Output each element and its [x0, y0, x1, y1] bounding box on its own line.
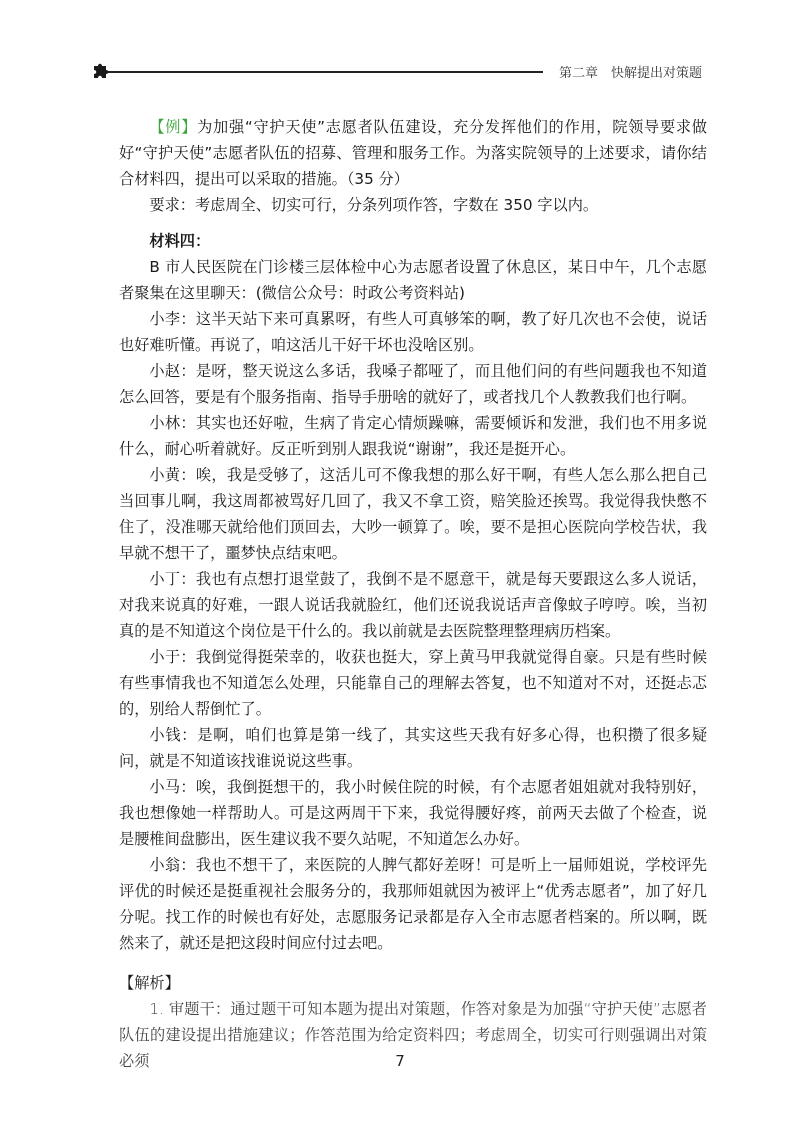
material-intro: B 市人民医院在门诊楼三层体检中心为志愿者设置了休息区，某日中午，几个志愿者聚集在这里聊天：(微信公众号：时政公考资料站) [119, 258, 707, 302]
dialogue-xiaoyu: 小于：我倒觉得挺荣幸的，收获也挺大，穿上黄马甲我就觉得自豪。只是有些时候有些事情我也不知道怎么处理，只能靠自己的理解去答复，也不知道对不对，还挺忐忑的，别给人帮倒忙了。 [119, 648, 707, 718]
dialogue-xiaoweng: 小翁：我也不想干了，来医院的人脾气都好差呀！可是听上一届师姐说，学校评先评优的时候还是挺重视社会服务分的，我那师姐就因为被评上“优秀志愿者”，加了好几分呢。找工作的时候也有好处，志愿服务记录都是存入全市志愿者档案的。所以啊，既然来了，就还是把这段时间应付过去吧。 [119, 856, 707, 952]
analysis-text: 1. 审题干：通过题干可知本题为提出对策题，作答对象是为加强“守护天使”志愿者队伍的建设提出措施建议；作答范围为给定资料四；考虑周全，切实可行则强调出对策必须 [119, 1000, 707, 1070]
dialogue-xiaoding: 小丁：我也有点想打退堂鼓了，我倒不是不愿意干，就是每天要跟这么多人说话，对我来说真的好难，一跟人说话我就脸红，他们还说我说话声音像蚊子哼哼。唉，当初真的是不知道这个岗位是干什么的。我以前就是去医院整理整理病历档案。 [119, 570, 707, 640]
example-tag: 【例】 [149, 118, 198, 136]
dialogue-xiaoli: 小李：这半天站下来可真累呀，有些人可真够笨的啊，教了好几次也不会使，说话也好难听懂。再说了，咱这活儿干好干坏也没啥区别。 [119, 310, 707, 354]
dialogue-xiaolin: 小林：其实也还好啦，生病了肯定心情烦躁嘛，需要倾诉和发泄，我们也不用多说什么，耐心听着就好。反正听到别人跟我说“谢谢”，我还是挺开心。 [119, 414, 707, 458]
analysis-title: 【解析】 [119, 974, 180, 992]
page-number: 7 [395, 1052, 405, 1070]
dialogue-xiaozhao: 小赵：是呀，整天说这么多话，我嗓子都哑了，而且他们问的有些问题我也不知道怎么回答，要是有个服务指南、指导手册啥的就好了，或者找几个人教教我们也行啊。 [119, 362, 707, 406]
header-rule [108, 71, 543, 73]
dialogue-xiaoqian: 小钱：是啊，咱们也算是第一线了，其实这些天我有好多心得，也积攒了很多疑问，就是不知道该找谁说说这些事。 [119, 726, 707, 770]
page-header [92, 60, 708, 82]
material-title: 材料四： [149, 232, 211, 250]
page-body [119, 114, 707, 1074]
question-text: 为加强“守护天使”志愿者队伍建设，充分发挥他们的作用，院领导要求做好“守护天使”志愿者队伍的招募、管理和服务工作。为落实院领导的上述要求，请你结合材料四，提出可以采取的措施。（35 分） [119, 118, 707, 188]
chapter-title: 第二章 快解提出对策题 [558, 66, 702, 81]
dialogue-xiaoma: 小马：唉，我倒挺想干的，我小时候住院的时候，有个志愿者姐姐就对我特别好，我也想像她一样帮助人。可是这两周干下来，我觉得腰好疼，前两天去做了个检查，说是腰椎间盘膨出，医生建议我不要久站呢，不知道怎么办好。 [119, 778, 707, 848]
question-requirement: 要求：考虑周全、切实可行，分条列项作答，字数在 350 字以内。 [149, 196, 599, 214]
dialogue-xiaohuang: 小黄：唉，我是受够了，这活儿可不像我想的那么好干啊，有些人怎么那么把自己当回事儿啊，我这周都被骂好几回了，我又不拿工资，赔笑脸还挨骂。我觉得我快憋不住了，没准哪天就给他们顶回去，大吵一顿算了。唉，要不是担心医院向学校告状，我早就不想干了，噩梦快点结束吧。 [119, 466, 707, 562]
question-paragraph [119, 114, 707, 192]
